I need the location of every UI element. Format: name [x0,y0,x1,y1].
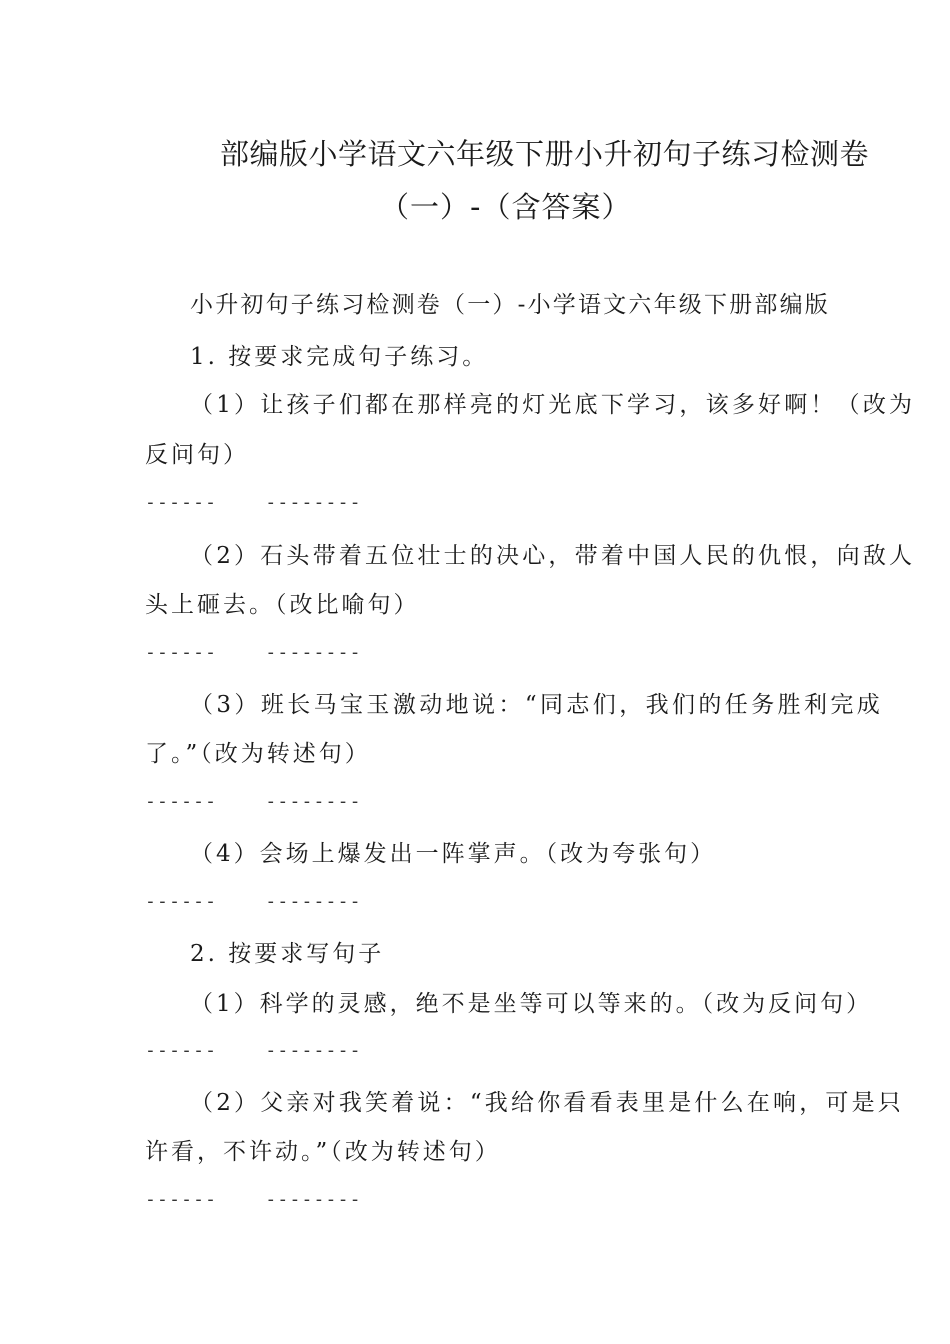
document-subtitle: 小升初句子练习检测卷（一）-小学语文六年级下册部编版 [190,292,830,318]
section1-q3-line1: （3）班长马宝玉激动地说：“同志们，我们的任务胜利完成 [190,692,884,718]
answer-blank: ------ -------- [145,791,362,812]
answer-blank: ------ -------- [145,1040,362,1061]
section1-q2-line2: 头上砸去。（改比喻句） [145,592,420,618]
section1-heading: 1. 按要求完成句子练习。 [190,344,489,370]
section1-q1-line1: （1）让孩子们都在那样亮的灯光底下学习，该多好啊！（改为 [190,392,916,418]
section1-q3-line2: 了。”（改为转述句） [145,741,371,767]
answer-blank: ------ -------- [145,1189,362,1210]
section1-q4-line1: （4）会场上爆发出一阵掌声。（改为夸张句） [190,841,717,867]
answer-blank: ------ -------- [145,642,362,663]
section2-q2-line1: （2）父亲对我笑着说：“我给你看看表里是什么在响，可是只 [190,1090,904,1116]
section2-heading: 2. 按要求写句子 [190,941,385,967]
answer-blank: ------ -------- [145,891,362,912]
section1-q2-line1: （2）石头带着五位壮士的决心，带着中国人民的仇恨，向敌人 [190,543,916,569]
section1-q1-line2: 反问句） [145,442,249,468]
document-title-line1: 部编版小学语文六年级下册小升初句子练习检测卷 [220,137,870,171]
section2-q1-line1: （1）科学的灵感，绝不是坐等可以等来的。（改为反问句） [190,991,873,1017]
document-title-line2: （一）-（含答案） [380,190,632,224]
answer-blank: ------ -------- [145,492,362,513]
section2-q2-line2: 许看，不许动。”（改为转述句） [145,1139,501,1165]
